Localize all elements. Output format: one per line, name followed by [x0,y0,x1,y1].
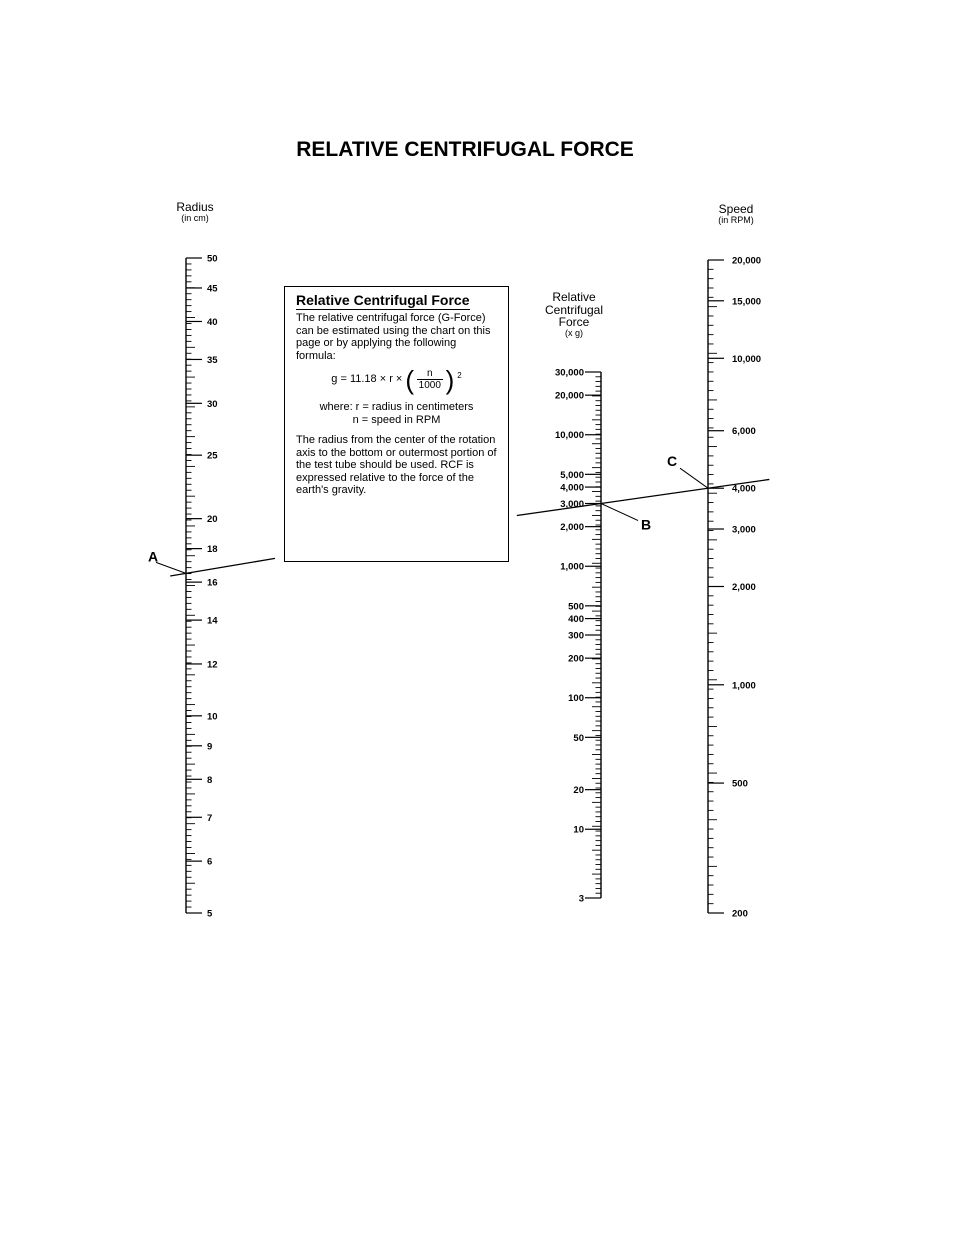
rcf-tick-label: 1,000 [560,561,584,573]
where-r: where: r = radius in centimeters [319,401,474,413]
speed-axis-unit: (in RPM) [718,214,754,225]
rcf-tick-label: 3,000 [560,499,584,510]
rcf-axis-title: Relative Centrifugal Force [544,290,604,330]
rcf-tick-label: 100 [568,693,584,705]
radius-tick-label: 30 [207,398,218,410]
speed-tick-label: 4,000 [732,483,756,495]
info-box [284,286,509,562]
radius-tick-label: 12 [207,659,218,671]
formula-where [296,401,497,426]
formula [296,364,497,395]
speed-tick-label: 3,000 [732,524,756,536]
radius-tick-label: 14 [207,615,218,627]
where-n: n = speed in RPM [352,413,441,426]
rcf-tick-label: 10 [573,824,584,836]
info-box-intro: The relative centrifugal force (G-Force) can be estimated using the chart on this page or by applying the following formula: [296,312,491,362]
radius-tick-label: 50 [207,253,218,265]
rcf-tick-label: 10,000 [554,430,584,442]
solution-line-b-c [517,479,770,515]
radius-tick-label: 9 [207,741,213,753]
radius-tick-label: 5 [207,908,213,920]
rcf-tick-label: 3 [578,893,584,905]
radius-axis-title: Radius [176,200,214,214]
radius-tick-label: 40 [207,316,218,328]
radius-tick-label: 18 [207,544,218,556]
speed-tick-label: 10,000 [732,353,762,365]
rcf-tick-label: 200 [568,653,584,665]
formula-denominator: 1000 [418,380,441,391]
radius-axis-unit: (in cm) [181,212,209,223]
radius-tick-label: 25 [207,450,218,462]
rcf-tick-label: 5,000 [560,469,584,481]
page-title: RELATIVE CENTRIFUGAL FORCE [296,138,634,161]
rcf-tick-label: 20 [573,785,584,797]
formula-fraction [417,368,443,391]
speed-tick-label: 15,000 [732,296,762,308]
speed-tick-label: 1,000 [732,680,756,692]
rcf-axis-unit: (x g) [565,327,583,338]
formula-close-paren: ) [445,364,455,395]
rcf-tick-label: 500 [568,601,584,613]
point-leader-b [601,504,638,521]
rcf-scale [555,368,601,905]
rcf-tick-label: 4,000 [560,482,584,494]
radius-tick-label: 6 [207,856,213,868]
speed-tick-label: 200 [732,908,748,920]
rcf-tick-label: 2,000 [560,522,584,534]
rcf-tick-label: 20,000 [554,390,584,402]
rcf-tick-label: 30,000 [554,367,584,379]
rcf-tick-label: 300 [568,630,584,642]
speed-axis-title: Speed [718,202,754,216]
speed-tick-label: 500 [732,778,748,790]
rcf-tick-label: 400 [568,614,584,626]
radius-scale [186,254,218,920]
rcf-tick-label: 50 [573,732,584,744]
formula-exponent: 2 [457,371,462,380]
point-leader-a [156,562,186,573]
radius-tick-label: 20 [207,514,218,526]
formula-left: g = 11.18 × r × [331,373,403,386]
speed-tick-label: 20,000 [732,255,762,267]
radius-tick-label: 7 [207,812,213,824]
info-box-note: The radius from the center of the rotation axis to the bottom or outermost portion of the test tube should be used. RCF is expressed relative to the force of the earth's gravity. [296,434,497,496]
radius-tick-label: 35 [207,354,218,366]
formula-numerator: n [417,368,443,380]
info-box-title: Relative Centrifugal Force [296,292,470,308]
radius-tick-label: 10 [207,711,218,723]
radius-tick-label: 45 [207,283,218,295]
point-label-a: A [148,548,159,565]
radius-tick-label: 8 [207,774,213,786]
formula-open-paren: ( [405,364,415,395]
speed-tick-label: 2,000 [732,582,756,593]
radius-tick-label: 16 [207,577,218,589]
point-leader-c [680,468,708,488]
point-label-b: B [641,516,652,533]
speed-tick-label: 6,000 [732,426,756,438]
point-label-c: C [667,453,678,470]
speed-scale [708,256,761,920]
